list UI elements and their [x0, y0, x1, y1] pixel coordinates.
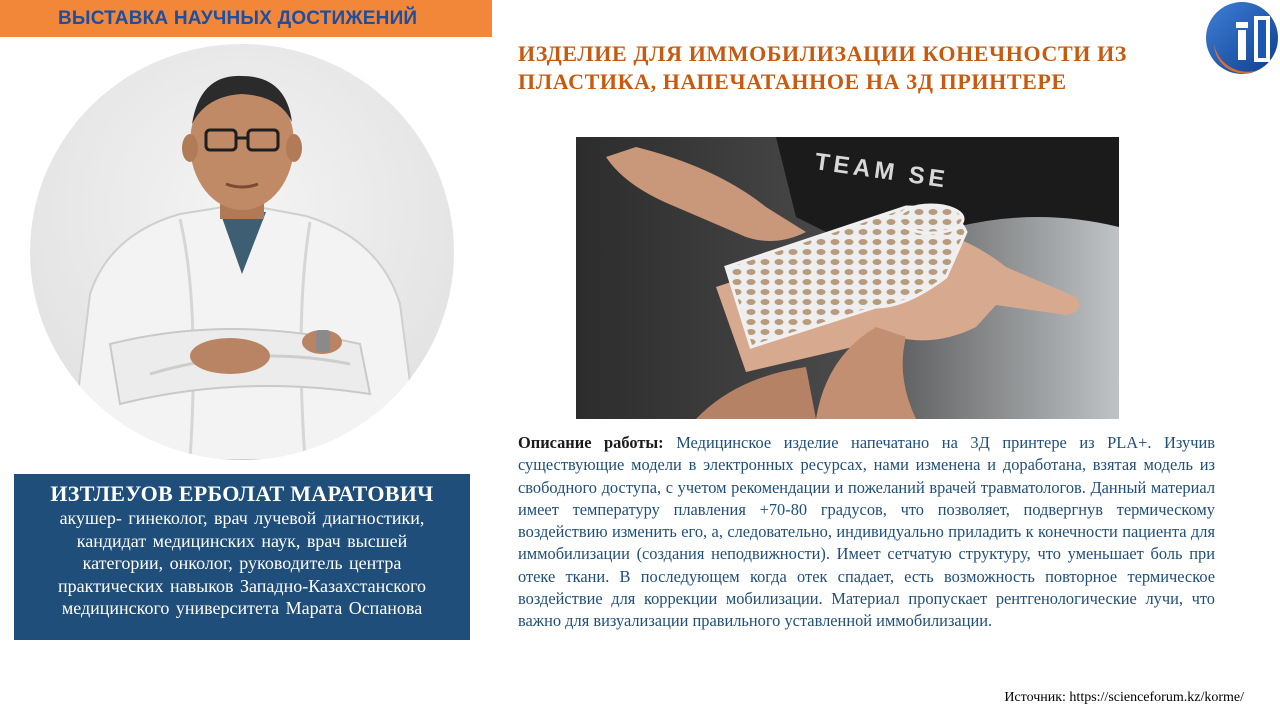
- author-bio-line: акушер- гинеколог, врач лучевой диагностики,: [59, 508, 425, 528]
- product-photo: [576, 137, 1119, 419]
- author-bio-line: медицинского университета Марата Оспанова: [61, 598, 423, 618]
- author-bio-line: кандидат медицинских наук, врач высшей: [76, 530, 408, 551]
- author-bio-line: категории, онколог, руководитель центра: [82, 553, 402, 573]
- university-logo-icon: [1204, 0, 1280, 76]
- shirt-print-text: TEAM SE: [813, 148, 951, 194]
- author-bio-box: [14, 474, 470, 640]
- author-bio-line: практических навыков Западно-Казахстанского: [58, 575, 426, 596]
- author-name: ИЗТЛЕУОВ ЕРБОЛАТ МАРАТОВИЧ: [50, 481, 434, 506]
- page-title: [518, 40, 1198, 96]
- page-title-line: ПЛАСТИКА, НАПЕЧАТАННОЕ НА 3Д ПРИНТЕРЕ: [518, 69, 1067, 94]
- header-banner: [0, 0, 492, 37]
- page-title-line: ИЗДЕЛИЕ ДЛЯ ИММОБИЛИЗАЦИИ КОНЕЧНОСТИ ИЗ: [518, 41, 1127, 66]
- description-label: Описание работы:: [518, 433, 664, 452]
- doctor-portrait: [30, 44, 454, 460]
- work-description: [518, 432, 1215, 633]
- source-citation: Источник: https://scienceforum.kz/korme/: [1004, 690, 1244, 705]
- banner-title: ВЫСТАВКА НАУЧНЫХ ДОСТИЖЕНИЙ: [58, 7, 418, 29]
- description-text: Медицинское изделие напечатано на 3Д принтере из PLA+. Изучив существующие модели в электронных ресурсах, нами изменена и доработана, взятая модель из свободного доступа, с учетом рекомендации и пожеланий врачей травматологов. Данный материал имеет температуру плавления +70-80 градусов, что позволяет, подвергнув термическому воздействию изменить его, а, следовательно, индивидуально приладить к конечности пациента для иммобилизации (создания неподвижности). Имеет сетчатую структуру, что уменьшает боль при отеке ткани. В последующем когда отек спадает, есть возможность повторное термическое воздействие для коррекции мобилизации. Материал пропускает рентгенологические лучи, что важно для визуализации правильного уставленной иммобилизации.: [518, 433, 1215, 631]
